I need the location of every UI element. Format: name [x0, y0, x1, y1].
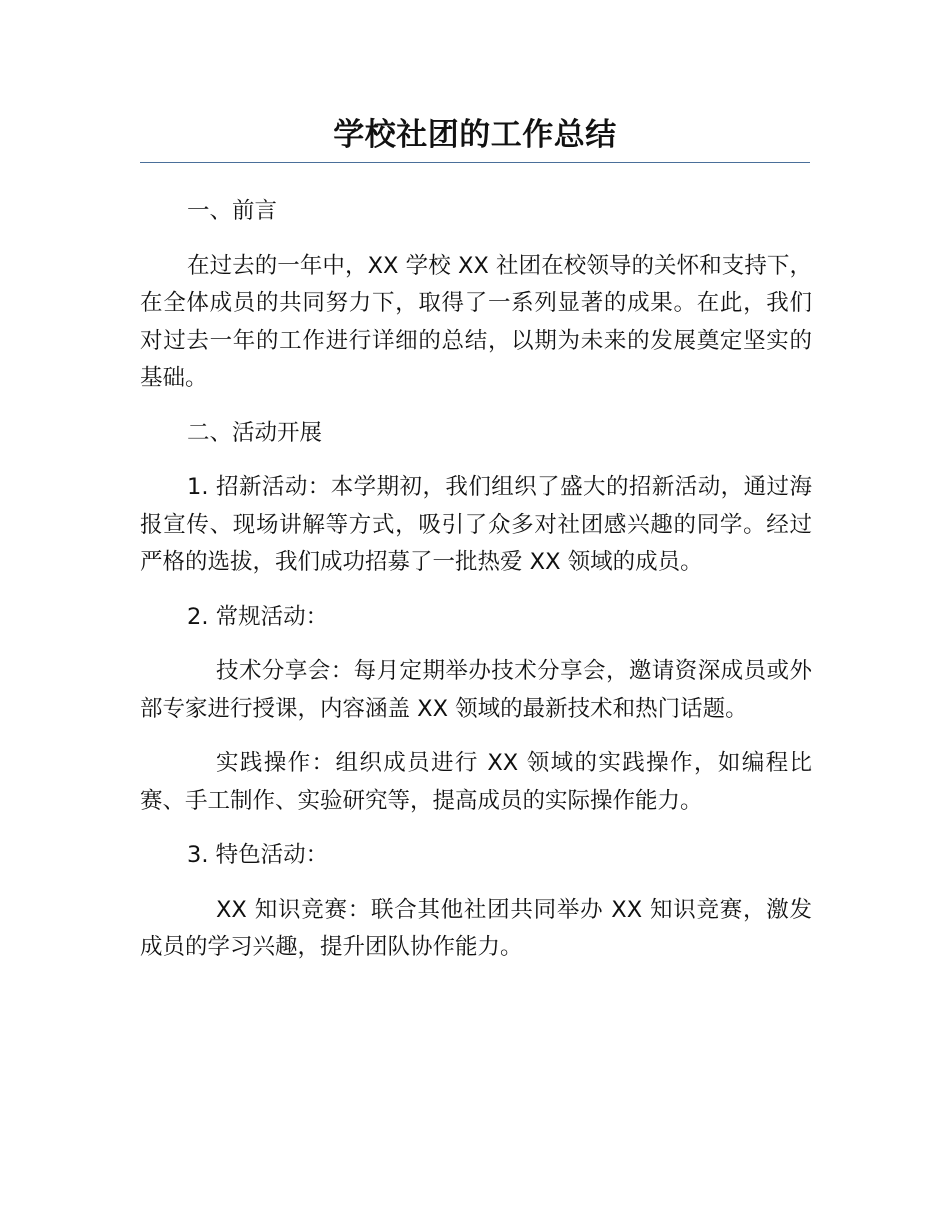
document-body [140, 193, 812, 967]
title-underline [140, 162, 810, 163]
preface-paragraph: 在过去的一年中，XX 学校 XX 社团在校领导的关怀和支持下，在全体成员的共同努力下，取得了一系列显著的成果。在此，我们对过去一年的工作进行详细的总结，以期为未来的发展奠定坚实的基础。 [140, 252, 812, 391]
regular-activities-heading: 2. 常规活动： [187, 603, 329, 630]
document-title: 学校社团的工作总结 [333, 117, 617, 153]
practice-paragraph: 实践操作：组织成员进行 XX 领域的实践操作，如编程比赛、手工制作、实验研究等，提高成员的实际操作能力。 [140, 750, 812, 814]
section-heading-preface: 一、前言 [187, 198, 278, 224]
tech-sharing-paragraph: 技术分享会：每月定期举办技术分享会，邀请资深成员或外部专家进行授课，内容涵盖 XX 领域的最新技术和热门话题。 [140, 658, 812, 722]
special-activities-heading: 3. 特色活动： [187, 842, 329, 868]
knowledge-contest-paragraph: XX 知识竞赛：联合其他社团共同举办 XX 知识竞赛，激发成员的学习兴趣，提升团队协作能力。 [140, 896, 812, 960]
section-heading-activities: 二、活动开展 [187, 419, 323, 446]
recruitment-paragraph: 1. 招新活动：本学期初，我们组织了盛大的招新活动，通过海报宣传、现场讲解等方式，吸引了众多对社团感兴趣的同学。经过严格的选拔，我们成功招募了一批热爱 XX 领域的成员。 [140, 474, 812, 575]
